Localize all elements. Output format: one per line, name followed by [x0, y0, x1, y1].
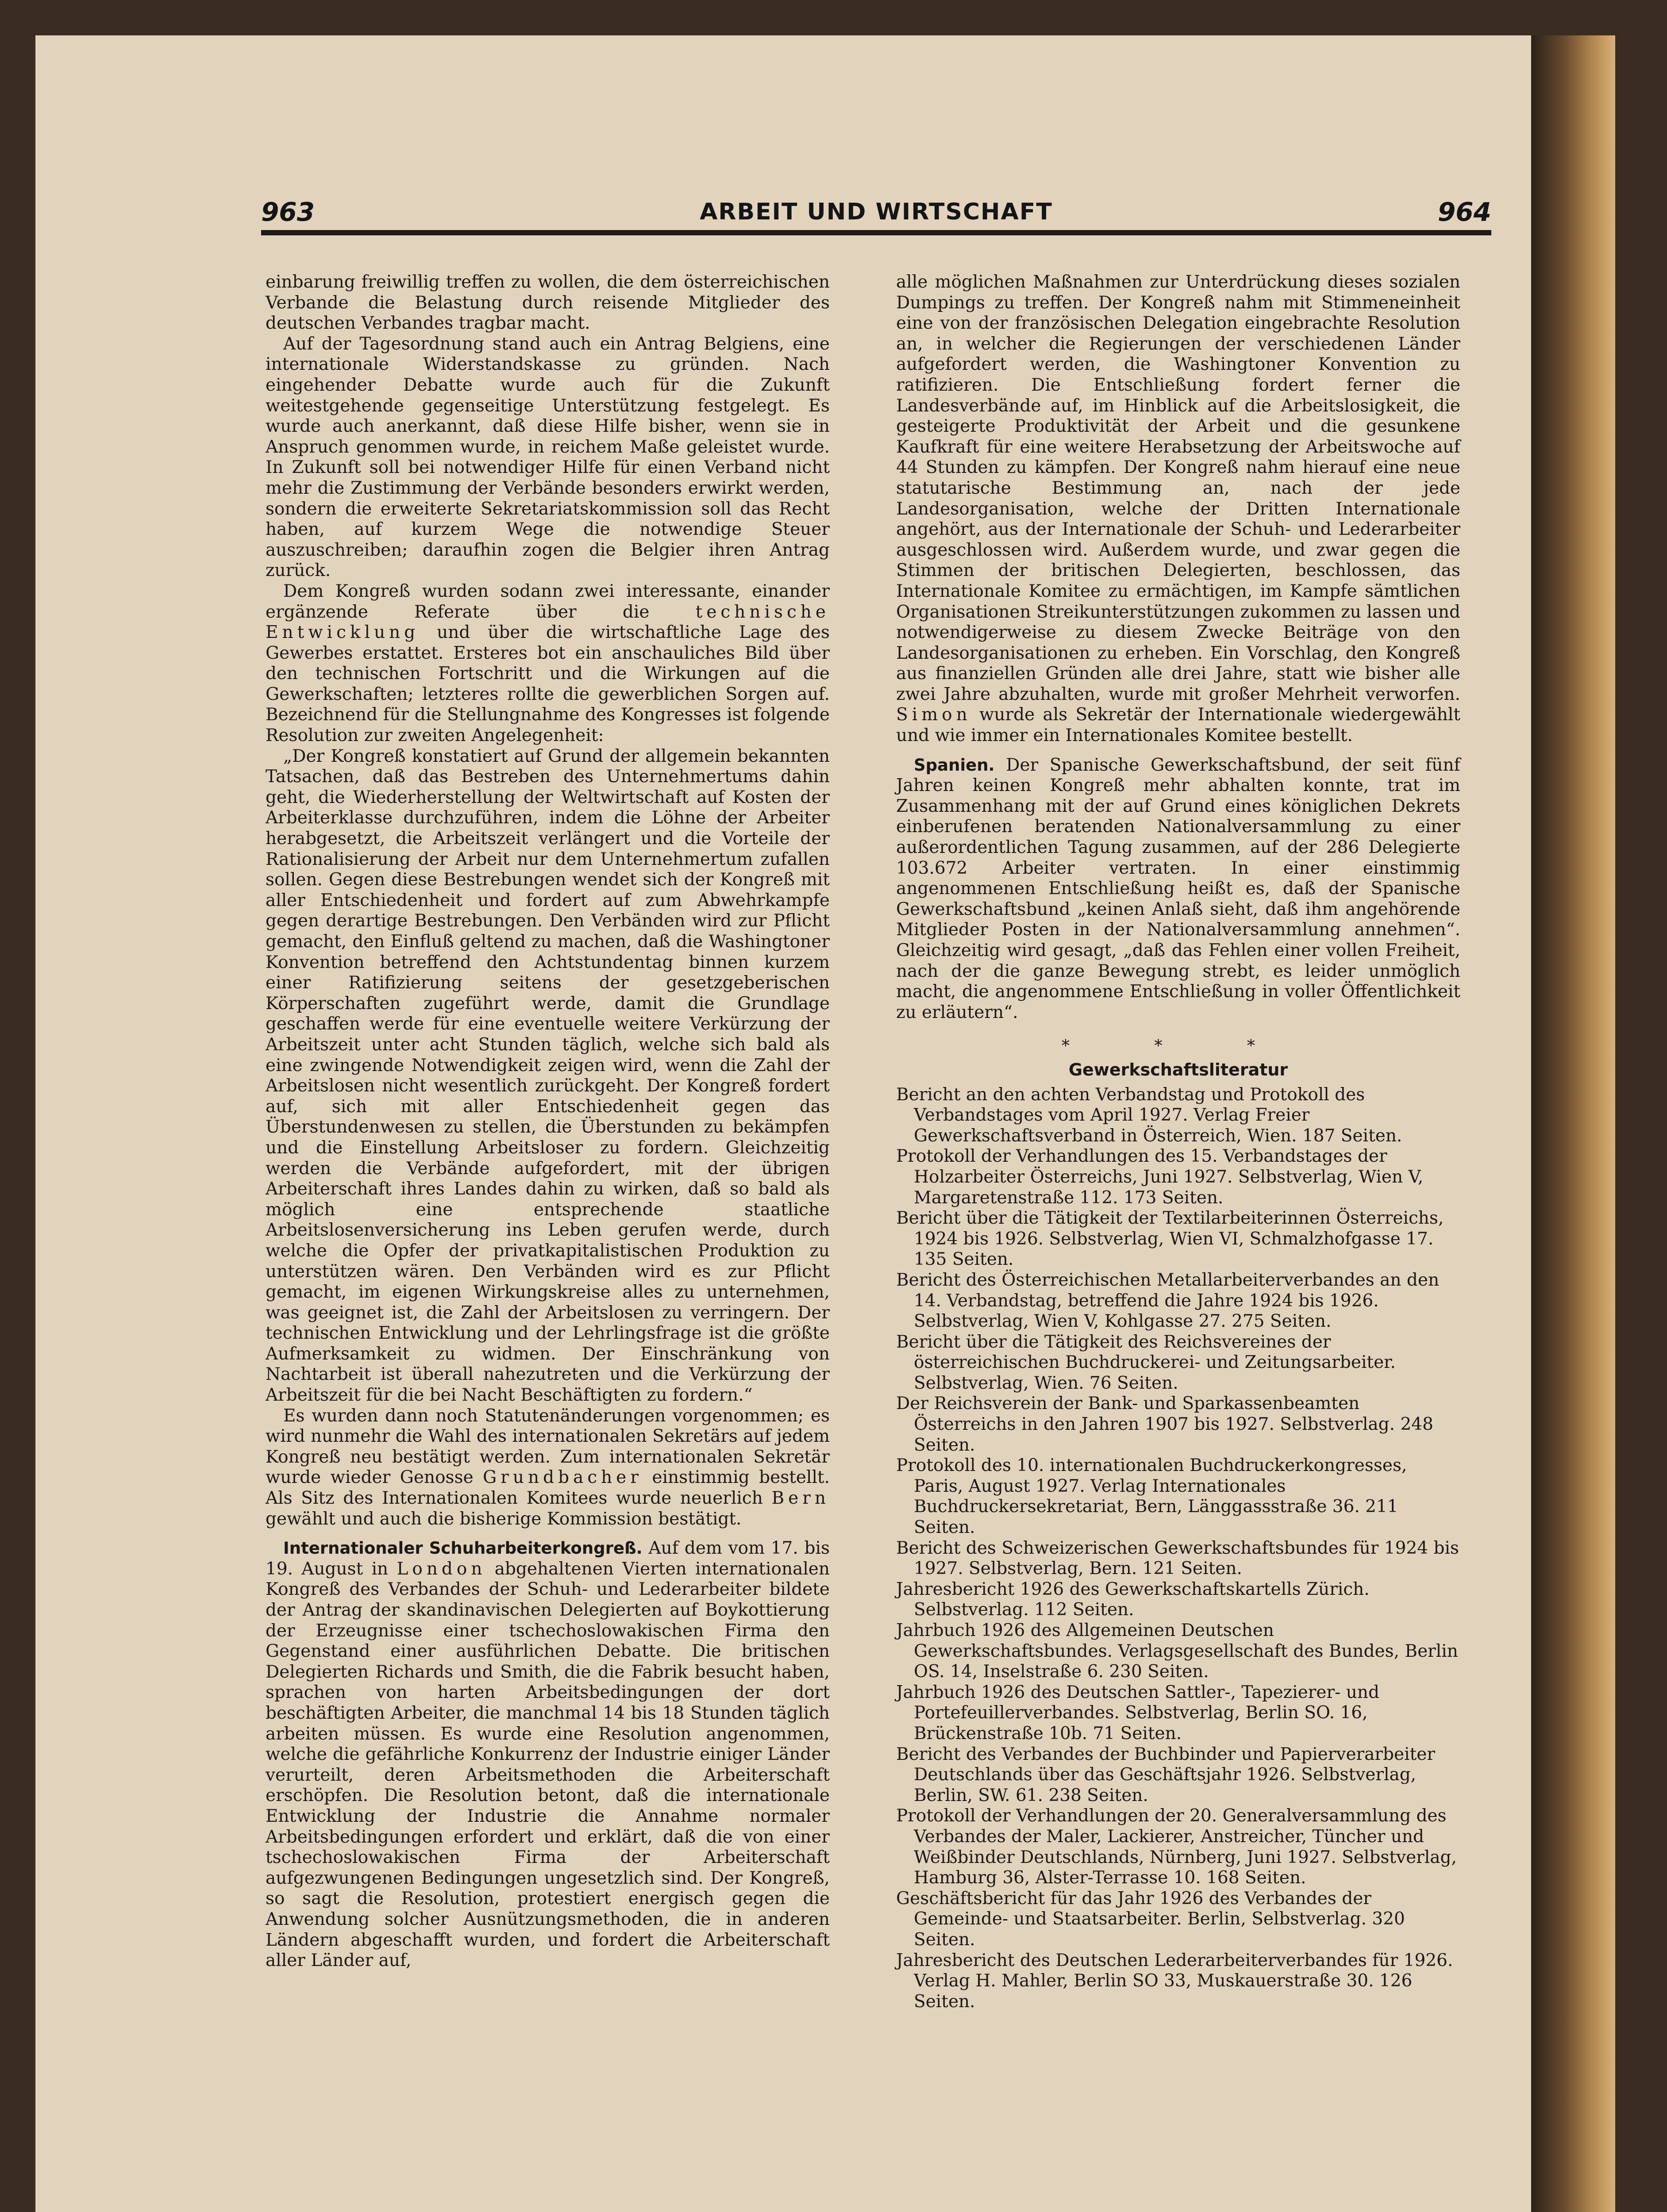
- text-run: wurde als Sekretär der Internationale wiedergewählt und wie immer ein Internationales Komitee bestellt.: [896, 705, 1460, 746]
- text-run: einstimmig bestellt. Als Sitz des Internationalen Komitees wurde neuerlich: [266, 1467, 830, 1509]
- text-run: und über die wirtschaftliche Lage des Gewerbes erstattet. Ersteres bot ein anschauliches Bild über den technischen Fortschritt und die Wirkungen auf die Gewerkschaften; letzteres rollte die gewerblichen Sorgen auf. Bezeichnend für die Stellungnahme des Kongresses ist folgende Resolution zur zweiten Angelegenheit:: [266, 622, 830, 746]
- spaced-emphasis: Simon: [896, 705, 971, 725]
- text-run: gewählt und auch die bisherige Kommission bestätigt.: [266, 1509, 742, 1529]
- text-run: Der Spanische Gewerkschaftsbund, der seit fünf Jahren keinen Kongreß mehr abhalten konnte, trat im Zusammenhang mit der auf Grund eines königlichen Dekrets einberufenen beratenden Nationalversammlung zu einer außerordentlichen Tagung zusammen, auf der 286 Delegierte 103.672 Arbeiter vertraten. In einer einstimmig angenommenen Entschließung heißt es, daß der Spanische Gewerkschaftsbund „keinen Anlaß sieht, daß ihm angehörende Mitglieder Posten in der Nationalversammlung annehmen“. Gleichzeitig wird gesagt, „daß das Fehlen einer vollen Freiheit, nach der die ganze Bewegung strebt, es leider unmöglich macht, die angenommene Entschließung in voller Öffentlichkeit zu erläutern“.: [896, 755, 1460, 1022]
- paragraph: [896, 755, 1460, 1023]
- literature-entry: Jahresbericht des Deutschen Lederarbeiterverbandes für 1926. Verlag H. Mahler, Berlin SO 33, Muskauerstraße 30. 126 Seiten.: [896, 1950, 1453, 2012]
- journal-title: ARBEIT UND WIRTSCHAFT: [700, 199, 1053, 225]
- right-column: [896, 272, 1460, 2012]
- page: [35, 35, 1615, 2212]
- literature-entry: Protokoll der Verhandlungen der 20. Generalversammlung des Verbandes der Maler, Lackierer, Anstreicher, Tüncher und Weißbinder Deutschlands, Nürnberg, Juni 1927. Selbstverlag, Hamburg 36, Alster-Terrasse 10. 168 Seiten.: [896, 1806, 1457, 1888]
- paragraph: einbarung freiwillig treffen zu wollen, die dem österreichischen Verbande die Belastung durch reisende Mitglieder des deutschen Verbandes tragbar macht.: [266, 272, 830, 334]
- paragraph: Auf der Tagesordnung stand auch ein Antrag Belgiens, eine internationale Widerstandskasse zu gründen. Nach eingehender Debatte wurde auch für die Zukunft weitestgehende gegenseitige Unterstützung festgelegt. Es wurde auch anerkannt, daß diese Hilfe bisher, wenn sie in Anspruch genommen wurde, in reichem Maße geleistet wurde. In Zukunft soll bei notwendiger Hilfe für einen Verband nicht mehr die Zustimmung der Verbände besonders erwirkt werden, sondern die erweiterte Sekretariatskommission soll das Recht haben, auf kurzem Wege die notwendige Steuer auszuschreiben; daraufhin zogen die Belgier ihren Antrag zurück.: [266, 334, 830, 581]
- right-page-number: 964: [1437, 197, 1491, 227]
- literature-entry: Protokoll der Verhandlungen des 15. Verbandstages der Holzarbeiter Österreichs, Juni 1927. Selbstverlag, Wien V, Margaretenstraße 112. 173 Seiten.: [896, 1146, 1424, 1208]
- text-run: alle möglichen Maßnahmen zur Unterdrückung dieses sozialen Dumpings zu treffen. Der Kongreß nahm mit Stimmeneinheit eine von der französischen Delegation eingebrachte Resolution an, in welcher die Regierungen der verschiedenen Länder aufgefordert werden, die Washingtoner Konvention zu ratifizieren. Die Entschließung fordert ferner die Landesverbände auf, im Hinblick auf die Arbeitslosigkeit, die gesteigerte Produktivität der Arbeit und die gesunkene Kaufkraft für eine weitere Herabsetzung der Arbeitswoche auf 44 Stunden zu kämpfen. Der Kongreß nahm hierauf eine neue statutarische Bestimmung an, nach der jede Landesorganisation, welche der Dritten Internationale angehört, aus der Internationale der Schuh- und Lederarbeiter ausgeschlossen wird. Außerdem wurde, und zwar gegen die Stimmen der britischen Delegierten, beschlossen, das Internationale Komitee zu ermächtigen, im Kampfe sämtlichen Organisationen Streikunterstützungen zukommen zu lassen und notwendigerweise zu diesem Zwecke Beiträge von den Landesorganisationen zu erheben. Ein Vorschlag, den Kongreß aus finanziellen Gründen alle drei Jahre, statt wie bisher alle zwei Jahre abzuhalten, wurde mit großer Mehrheit verworfen.: [896, 272, 1460, 704]
- spaced-emphasis: technische Entwicklung: [266, 602, 830, 643]
- literature-entry: Geschäftsbericht für das Jahr 1926 des Verbandes der Gemeinde- und Staatsarbeiter. Berlin, Selbstverlag. 320 Seiten.: [896, 1888, 1405, 1950]
- left-page-number: 963: [261, 197, 315, 227]
- spaced-emphasis: London: [397, 1559, 486, 1579]
- literature-entry: Der Reichsverein der Bank- und Sparkassenbeamten Österreichs in den Jahren 1907 bis 1927. Selbstverlag. 248 Seiten.: [896, 1394, 1433, 1455]
- literature-entry: Jahrbuch 1926 des Deutschen Sattler-, Tapezierer- und Portefeuillerverbandes. Selbstverlag, Berlin SO. 16, Brückenstraße 10b. 71 Seiten.: [896, 1682, 1379, 1743]
- literature-list: [896, 1085, 1460, 2012]
- resolution-quote: „Der Kongreß konstatiert auf Grund der allgemein bekannten Tatsachen, daß das Bestreben des Unternehmertums dahin geht, die Wiederherstellung der Weltwirtschaft auf Kosten der Arbeiterklasse durchzuführen, indem die Löhne der Arbeiter herabgesetzt, die Arbeitszeit verlängert und die Vorteile der Rationalisierung der Arbeit nur dem Unternehmertum zufallen sollen. Gegen diese Bestrebungen wendet sich der Kongreß mit aller Entschiedenheit und fordert auf zum Abwehrkampfe gegen derartige Bestrebungen. Den Verbänden wird zur Pflicht gemacht, den Einfluß geltend zu machen, daß die Washingtoner Konvention betreffend den Achtstundentag binnen kurzem einer Ratifizierung seitens der gesetzgeberischen Körperschaften zugeführt werde, damit die Grundlage geschaffen werde für eine eventuelle weitere Verkürzung der Arbeitszeit unter acht Stunden täglich, welche sich bald als eine zwingende Notwendigkeit zeigen wird, wenn die Zahl der Arbeitslosen nicht wesentlich zurückgeht. Der Kongreß fordert auf, sich mit aller Entschiedenheit gegen das Überstundenwesen zu stellen, die Überstunden zu bekämpfen und die Einstellung Arbeitsloser zu fordern. Gleichzeitig werden die Verbände aufgefordert, mit der übrigen Arbeiterschaft ihres Landes dahin zu wirken, daß so bald als möglich eine entsprechende staatliche Arbeitslosenversicherung ins Leben gerufen werde, durch welche die Opfer der privatkapitalistischen Produktion zu unterstützen wären. Den Verbänden wird es zur Pflicht gemacht, im eigenen Wirkungskreise alles zu unternehmen, was geeignet ist, die Zahl der Arbeitslosen zu verringern. Der technischen Entwicklung und der Lehrlingsfrage ist die größte Aufmerksamkeit zu widmen. Der Einschränkung von Nachtarbeit ist überall nahezutreten und die Verkürzung der Arbeitszeit für die bei Nacht Beschäftigten zu fordern.“: [266, 746, 830, 1406]
- text-run: Auf dem vom 17. bis 19. August in: [266, 1538, 830, 1579]
- literature-entry: Bericht des Verbandes der Buchbinder und Papierverarbeiter Deutschlands über das Geschäftsjahr 1926. Selbstverlag, Berlin, SW. 61. 238 Seiten.: [896, 1744, 1435, 1805]
- left-column: [266, 272, 830, 1971]
- literature-entry: Bericht des Schweizerischen Gewerkschaftsbundes für 1924 bis 1927. Selbstverlag, Bern. 121 Seiten.: [896, 1538, 1459, 1579]
- literature-entry: Bericht über die Tätigkeit des Reichsvereines der österreichischen Buchdruckerei- und Zeitungsarbeiter. Selbstverlag, Wien. 76 Seiten.: [896, 1332, 1396, 1393]
- spaced-emphasis: Grundbacher: [483, 1467, 643, 1488]
- paragraph: [266, 581, 830, 746]
- literature-entry: Bericht über die Tätigkeit der Textilarbeiterinnen Österreichs, 1924 bis 1926. Selbstverlag, Wien VI, Schmalzhofgasse 17. 135 Seiten.: [896, 1208, 1444, 1270]
- paragraph: [266, 1538, 830, 1971]
- section-title: Gewerkschaftsliteratur: [1068, 1060, 1288, 1079]
- section-divider: * * *: [1062, 1037, 1295, 1056]
- paragraph: [896, 272, 1460, 746]
- section-lead: Spanien.: [914, 755, 995, 775]
- literature-entry: Bericht an den achten Verbandstag und Protokoll des Verbandstages vom April 1927. Verlag Freier Gewerkschaftsverband in Österreich, Wien. 187 Seiten.: [896, 1084, 1402, 1146]
- text-run: Dem Kongreß wurden sodann zwei interessante, einander ergänzende Referate über die: [266, 581, 830, 622]
- binding-edge: [1531, 35, 1615, 2212]
- header-rule: [261, 230, 1491, 235]
- text-run: abgehaltenen Vierten internationalen Kongreß des Verbandes der Schuh- und Lederarbeiter bildete der Antrag der skandinavischen Delegierten auf Boykottierung der Erzeugnisse einer tschechoslowakischen Firma den Gegenstand einer ausführlichen Debatte. Die britischen Delegierten Richards und Smith, die die Fabrik besucht haben, sprachen von harten Arbeitsbedingungen der dort beschäftigten Arbeiter, die manchmal 14 bis 18 Stunden täglich arbeiten müssen. Es wurde eine Resolution angenommen, welche die gefährliche Konkurrenz der Industrie einiger Länder verurteilt, deren Arbeitsmethoden die Arbeiterschaft erschöpfen. Die Resolution betont, daß die internationale Entwicklung der Industrie die Annahme normaler Arbeitsbedingungen erfordert und erklärt, daß die von einer tschechoslowakischen Firma der Arbeiterschaft aufgezwungenen Bedingungen ungesetzlich sind. Der Kongreß, so sagt die Resolution, protestiert energisch gegen die Anwendung solcher Ausnützungsmethoden, die in anderen Ländern abgeschafft wurden, und fordert die Arbeiterschaft aller Länder auf,: [266, 1559, 830, 1971]
- literature-entry: Bericht des Österreichischen Metallarbeiterverbandes an den 14. Verbandstag, betreffend die Jahre 1924 bis 1926. Selbstverlag, Wien V, Kohlgasse 27. 275 Seiten.: [896, 1270, 1440, 1332]
- spaced-emphasis: Bern: [771, 1488, 830, 1509]
- literature-entry: Protokoll des 10. internationalen Buchdruckerkongresses, Paris, August 1927. Verlag Internationales Buchdruckersekretariat, Bern, Länggassstraße 36. 211 Seiten.: [896, 1455, 1407, 1538]
- literature-entry: Jahresbericht 1926 des Gewerkschaftskartells Zürich. Selbstverlag. 112 Seiten.: [896, 1579, 1370, 1620]
- paragraph: [266, 1406, 830, 1530]
- literature-entry: Jahrbuch 1926 des Allgemeinen Deutschen Gewerkschaftsbundes. Verlagsgesellschaft des Bundes, Berlin OS. 14, Inselstraße 6. 230 Seiten.: [896, 1621, 1458, 1682]
- section-lead: Internationaler Schuharbeiterkongreß.: [283, 1539, 643, 1558]
- text-run: Es wurden dann noch Statutenänderungen vorgenommen; es wird nunmehr die Wahl des internationalen Sekretärs auf jedem Kongreß neu bestätigt werden. Zum internationalen Sekretär wurde wieder Genosse: [266, 1406, 830, 1488]
